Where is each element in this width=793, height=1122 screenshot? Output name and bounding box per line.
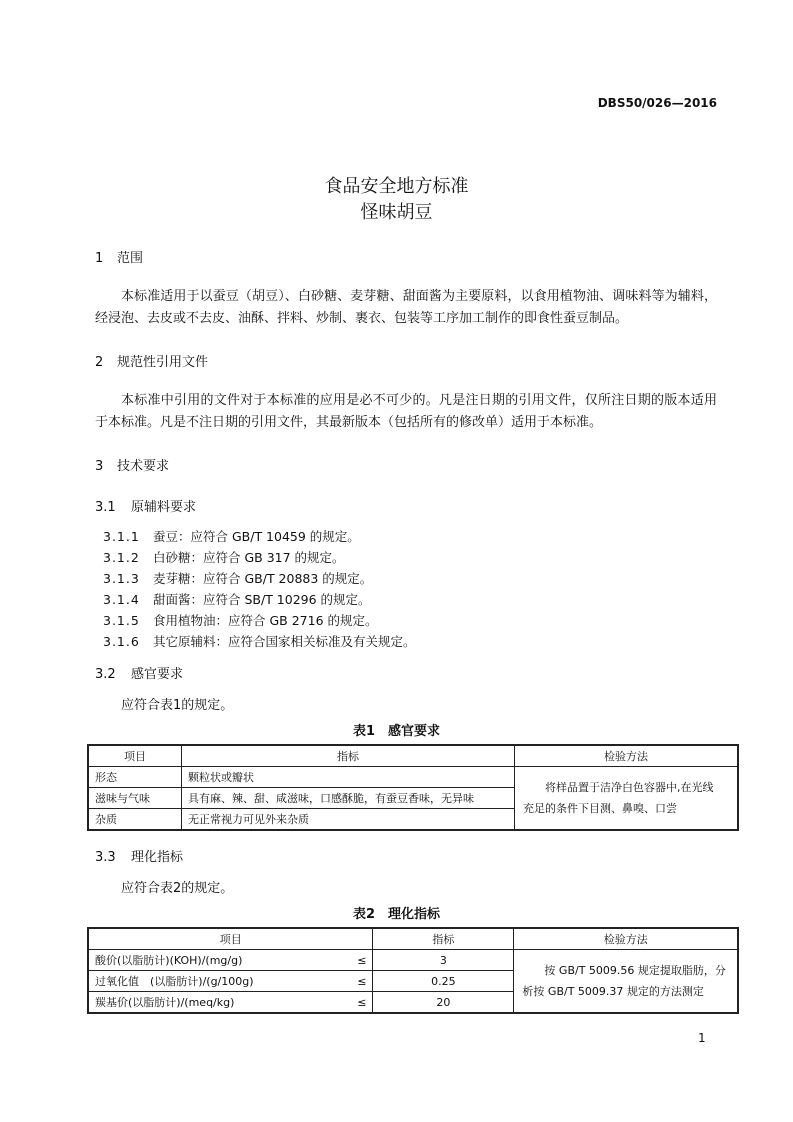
header-cell: 检验方法 — [515, 745, 739, 767]
document-subtitle: 怪味胡豆 — [360, 202, 433, 223]
section-3-3-heading — [95, 846, 183, 865]
section-2-text: 本标准中引用的文件对于本标准的应用是必不可少的。凡是注日期的引用文件，仅所注日期的版本适用于本标准。凡是不注日期的引用文件，其最新版本（包括所有的修改单）适用于本标准。 — [95, 393, 717, 430]
physicochemical-table — [87, 927, 739, 1014]
section-number: 3.3 — [95, 850, 116, 865]
table-header-row — [88, 745, 738, 767]
section-1-heading — [95, 247, 143, 266]
section-2-heading — [95, 351, 208, 370]
section-title: 规范性引用文件 — [117, 355, 209, 370]
section-title: 理化指标 — [131, 850, 184, 865]
item-cell: 滋味与气味 — [88, 788, 182, 809]
item-number: 3.1.4 — [103, 592, 140, 607]
table-header-row — [88, 928, 738, 950]
section-number: 2 — [95, 355, 104, 370]
operator-cell: ≤ — [336, 992, 373, 1014]
item-number: 3.1.6 — [103, 634, 140, 649]
section-title: 原辅料要求 — [131, 500, 197, 515]
list-item — [103, 548, 345, 566]
section-3-2-heading — [95, 663, 183, 682]
method-cell — [515, 767, 739, 831]
value-cell: 颗粒状或瓣状 — [182, 767, 515, 788]
item-cell: 形态 — [88, 767, 182, 788]
method-line: 按 GB/T 5009.56 规定提取脂肪，分 — [544, 964, 726, 977]
item-number: 3.1.5 — [103, 613, 140, 628]
header-cell: 指标 — [373, 928, 514, 950]
section-1-text: 本标准适用于以蚕豆（胡豆）、白砂糖、麦芽糖、甜面酱为主要原料，以食用植物油、调味料等为辅料，经浸泡、去皮或不去皮、油酥、拌料、炒制、裹衣、包装等工序加工制作的即食性蚕豆制品。 — [95, 289, 717, 326]
item-text: 麦芽糖：应符合 GB/T 20883 的规定。 — [153, 571, 373, 586]
item-text: 白砂糖：应符合 GB 317 的规定。 — [153, 550, 345, 565]
value-cell: 无正常视力可见外来杂质 — [182, 809, 515, 831]
operator-cell: ≤ — [336, 950, 373, 971]
header-cell: 检验方法 — [514, 928, 738, 950]
value-cell: 20 — [373, 992, 514, 1014]
section-number: 3 — [95, 459, 104, 474]
table-2-reference: 应符合表2的规定。 — [121, 881, 234, 896]
item-text: 甜面酱：应符合 SB/T 10296 的规定。 — [153, 592, 371, 607]
list-item — [103, 569, 372, 587]
value-cell: 0.25 — [373, 971, 514, 992]
item-cell: 羰基价(以脂肪计)/(meq/kg) — [88, 992, 336, 1014]
list-item — [103, 527, 360, 545]
item-number: 3.1.3 — [103, 571, 140, 586]
method-line: 将样品置于洁净白色容器中,在光线 — [545, 781, 714, 794]
section-title: 范围 — [117, 251, 144, 266]
table-row — [88, 950, 738, 971]
item-cell: 酸价(以脂肪计)(KOH)/(mg/g) — [88, 950, 336, 971]
item-cell: 过氧化值 (以脂肪计)/(g/100g) — [88, 971, 336, 992]
section-number: 3.2 — [95, 667, 116, 682]
header-cell: 指标 — [182, 745, 515, 767]
value-cell: 具有麻、辣、甜、咸滋味，口感酥脆，有蚕豆香味，无异味 — [182, 788, 515, 809]
item-number: 3.1.1 — [103, 529, 140, 544]
section-3-heading — [95, 455, 169, 474]
standard-code: DBS50/026—2016 — [597, 96, 717, 110]
method-line: 充足的条件下目测、鼻嗅、口尝 — [523, 802, 677, 815]
value-cell: 3 — [373, 950, 514, 971]
sensory-table — [87, 744, 739, 831]
list-item — [103, 590, 371, 608]
method-line: 析按 GB/T 5009.37 规定的方法测定 — [522, 985, 704, 998]
section-title: 感官要求 — [131, 667, 184, 682]
item-cell: 杂质 — [88, 809, 182, 831]
list-item — [103, 632, 416, 650]
section-title: 技术要求 — [117, 459, 170, 474]
operator-cell: ≤ — [336, 971, 373, 992]
method-cell — [514, 950, 738, 1014]
table-1-caption: 表1 感官要求 — [352, 724, 441, 739]
item-number: 3.1.2 — [103, 550, 140, 565]
table-2-caption: 表2 理化指标 — [352, 907, 441, 922]
header-cell: 项目 — [88, 745, 182, 767]
section-number: 3.1 — [95, 500, 116, 515]
table-row — [88, 767, 738, 788]
section-number: 1 — [95, 251, 104, 266]
page-number: 1 — [698, 1031, 706, 1045]
list-item — [103, 611, 378, 629]
section-3-1-heading — [95, 496, 196, 515]
item-text: 蚕豆：应符合 GB/T 10459 的规定。 — [153, 529, 360, 544]
item-text: 其它原辅料：应符合国家相关标准及有关规定。 — [153, 634, 416, 649]
item-text: 食用植物油：应符合 GB 2716 的规定。 — [153, 613, 378, 628]
table-1-reference: 应符合表1的规定。 — [121, 698, 234, 713]
document-title: 食品安全地方标准 — [324, 176, 469, 197]
header-cell: 项目 — [88, 928, 373, 950]
